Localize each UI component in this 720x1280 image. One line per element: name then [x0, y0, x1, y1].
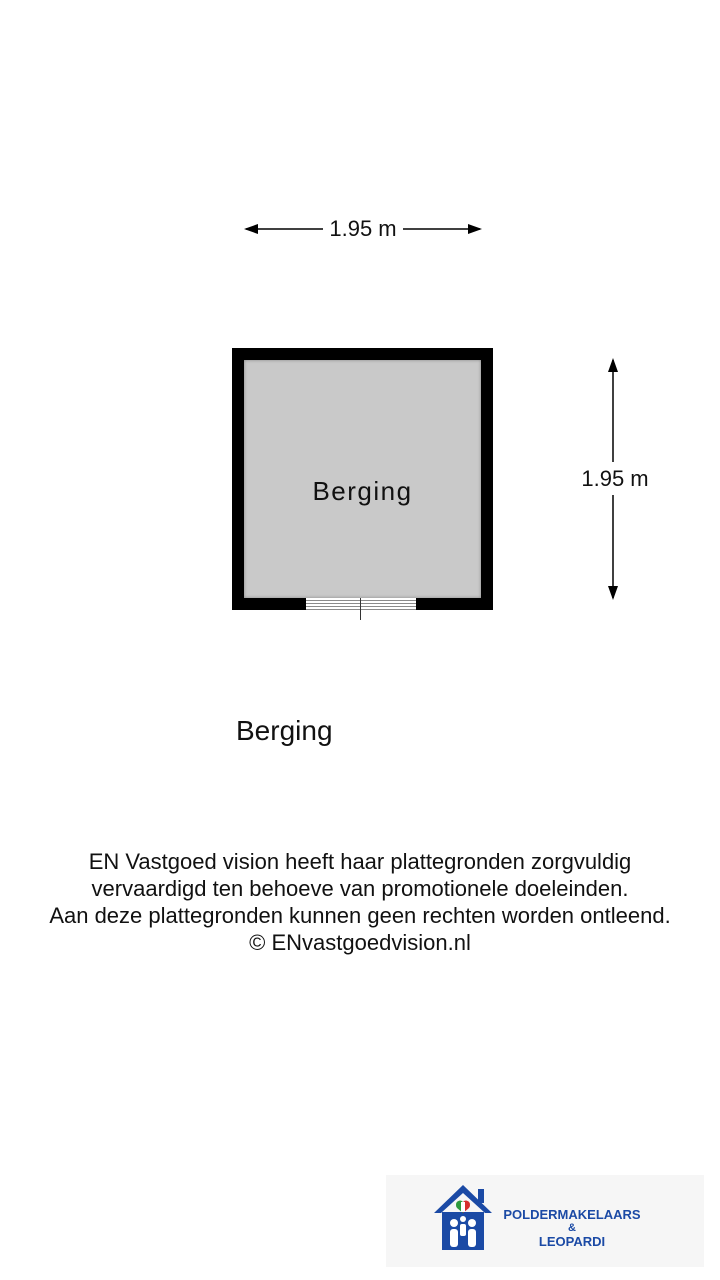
copyright-line: © ENvastgoedvision.nl [249, 930, 471, 955]
floor-plan-room [232, 348, 493, 610]
logo-ampersand: & [568, 1222, 576, 1234]
room-label: Berging [312, 476, 413, 506]
width-dimension [244, 214, 482, 244]
logo-line-1: POLDERMAKELAARS [503, 1207, 641, 1222]
door-threshold-mark [360, 598, 361, 620]
height-dimension-label: 1.95 m [581, 462, 648, 495]
disclaimer-line: EN Vastgoed vision heeft haar plattegronden zorgvuldig [88, 849, 632, 874]
disclaimer-line: vervaardigd ten behoeve van promotionele doeleinden. [91, 876, 629, 901]
house-logo-icon [432, 1183, 494, 1251]
disclaimer-line: Aan deze plattegronden kunnen geen rechten worden ontleend. [49, 903, 671, 928]
door-opening [306, 598, 416, 610]
disclaimer [0, 848, 720, 956]
floor-title: Berging [236, 715, 333, 746]
height-dimension [560, 358, 670, 600]
logo-line-2: LEOPARDI [538, 1234, 606, 1249]
agency-logo [386, 1175, 704, 1267]
room-floor [244, 360, 481, 598]
width-dimension-label: 1.95 m [323, 216, 402, 241]
logo-wordmark [494, 1207, 650, 1250]
